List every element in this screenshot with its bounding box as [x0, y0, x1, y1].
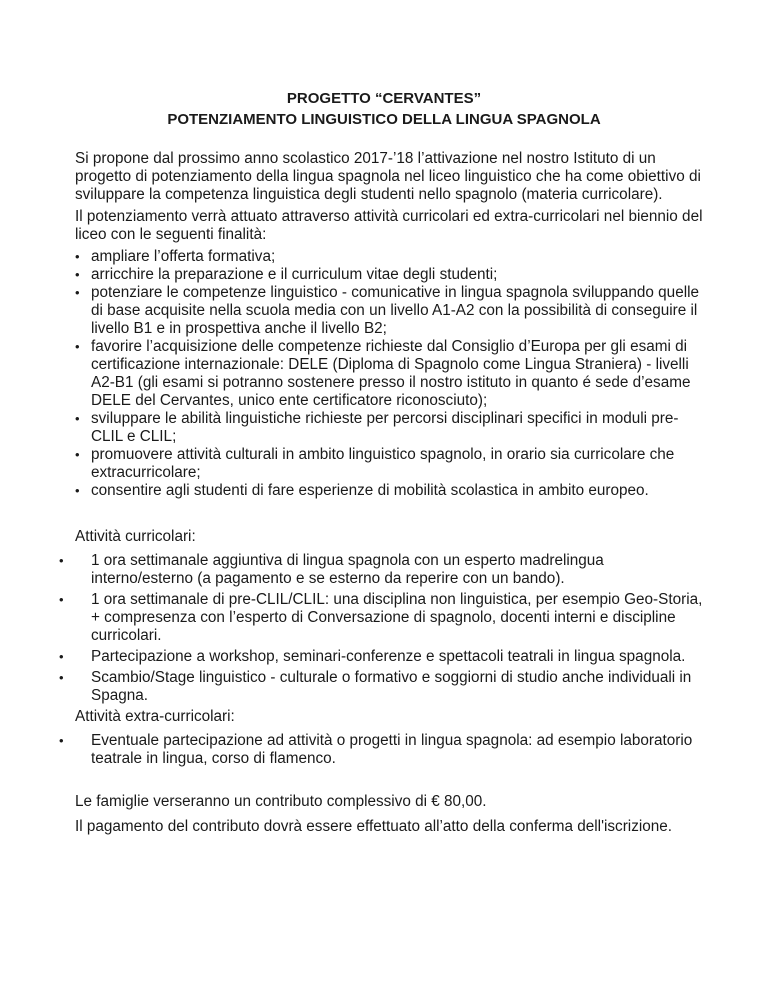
intro-paragraph-2: Il potenziamento verrà attuato attraverso attività curricolari ed extra-curricolari nel biennio del liceo con le seguenti finalità:: [75, 208, 703, 243]
bullet-icon: •: [59, 553, 64, 568]
bullet-icon: •: [75, 447, 80, 462]
extracurricular-text: Eventuale partecipazione ad attività o progetti in lingua spagnola: ad esempio laboratorio teatrale in lingua, corso di flamenco.: [91, 732, 693, 767]
aim-item: [75, 338, 705, 410]
aim-item: [75, 248, 705, 266]
bullet-icon: •: [59, 733, 64, 748]
extracurricular-item: [59, 732, 705, 768]
curricular-text: Partecipazione a workshop, seminari-conferenze e spettacoli teatrali in lingua spagnola.: [91, 648, 686, 665]
aim-text: favorire l’acquisizione delle competenze richieste dal Consiglio d’Europa per gli esami di certificazione internazionale: DELE (Diploma di Spagnolo come Lingua Straniera) - livelli A2-B1 (gli esami si potranno sostenere presso il nostro istituto in quanto é sede d’esame DELE del Cervantes, unico ente certificatore riconosciuto);: [91, 338, 691, 409]
curricular-text: 1 ora settimanale aggiuntiva di lingua spagnola con un esperto madrelingua interno/esterno (a pagamento e se esterno da reperire con un bando).: [91, 552, 604, 587]
document-title: [0, 88, 768, 130]
bullet-icon: •: [75, 339, 80, 354]
extracurricular-list: [59, 732, 705, 768]
aim-text: consentire agli studenti di fare esperienze di mobilità scolastica in ambito europeo.: [91, 482, 649, 499]
curricular-item: [59, 552, 705, 588]
curricular-text: Scambio/Stage linguistico - culturale o formativo e soggiorni di studio anche individuali in Spagna.: [91, 669, 692, 704]
extracurricular-heading: Attività extra-curricolari:: [75, 708, 235, 725]
document-body: [59, 150, 705, 843]
title-line-1: PROGETTO “CERVANTES”: [286, 90, 482, 107]
aim-text: promuovere attività culturali in ambito linguistico spagnolo, in orario sia curricolare che extracurricolare;: [91, 446, 675, 481]
bullet-icon: •: [75, 267, 80, 282]
bullet-icon: •: [75, 285, 80, 300]
bullet-icon: •: [75, 411, 80, 426]
curricular-list: [59, 552, 705, 705]
bullet-icon: •: [59, 592, 64, 607]
aim-text: sviluppare le abilità linguistiche richieste per percorsi disciplinari specifici in moduli pre-CLIL e CLIL;: [91, 410, 679, 445]
payment-paragraph: Il pagamento del contributo dovrà essere effettuato all’atto della conferma dell'iscrizione.: [75, 818, 673, 835]
aim-text: ampliare l’offerta formativa;: [91, 248, 276, 265]
bullet-icon: •: [59, 670, 64, 685]
aim-item: [75, 446, 705, 482]
bullet-icon: •: [75, 249, 80, 264]
aim-item: [75, 266, 705, 284]
aim-item: [75, 410, 705, 446]
aim-item: [75, 482, 705, 500]
fee-paragraph: Le famiglie verseranno un contributo complessivo di € 80,00.: [75, 793, 487, 810]
bullet-icon: •: [75, 483, 80, 498]
curricular-item: [59, 591, 705, 645]
aim-text: potenziare le competenze linguistico - comunicative in lingua spagnola sviluppando quelle di base acquisite nella scuola media con un livello A1-A2 con la possibilità di conseguire il livello B1 e in prospettiva anche il livello B2;: [91, 284, 700, 337]
curricular-item: [59, 669, 705, 705]
aim-text: arricchire la preparazione e il curriculum vitae degli studenti;: [91, 266, 498, 283]
aim-item: [75, 284, 705, 338]
curricular-heading: Attività curricolari:: [75, 528, 196, 545]
title-line-2: POTENZIAMENTO LINGUISTICO DELLA LINGUA SPAGNOLA: [167, 111, 601, 128]
curricular-item: [59, 648, 705, 666]
footer-notes: [75, 793, 705, 836]
curricular-text: 1 ora settimanale di pre-CLIL/CLIL: una disciplina non linguistica, per esempio Geo-Storia, + compresenza con l’esperto di Conversazione di spagnolo, docenti interni e discipline curricolari.: [91, 591, 703, 644]
intro-paragraph-1: Si propone dal prossimo anno scolastico 2017-’18 l’attivazione nel nostro Istituto di un progetto di potenziamento della lingua spagnola nel liceo linguistico che ha come obiettivo di sviluppare la competenza linguistica degli studenti nello spagnolo (materia curricolare).: [75, 150, 701, 203]
bullet-icon: •: [59, 649, 64, 664]
aims-list: [75, 248, 705, 500]
